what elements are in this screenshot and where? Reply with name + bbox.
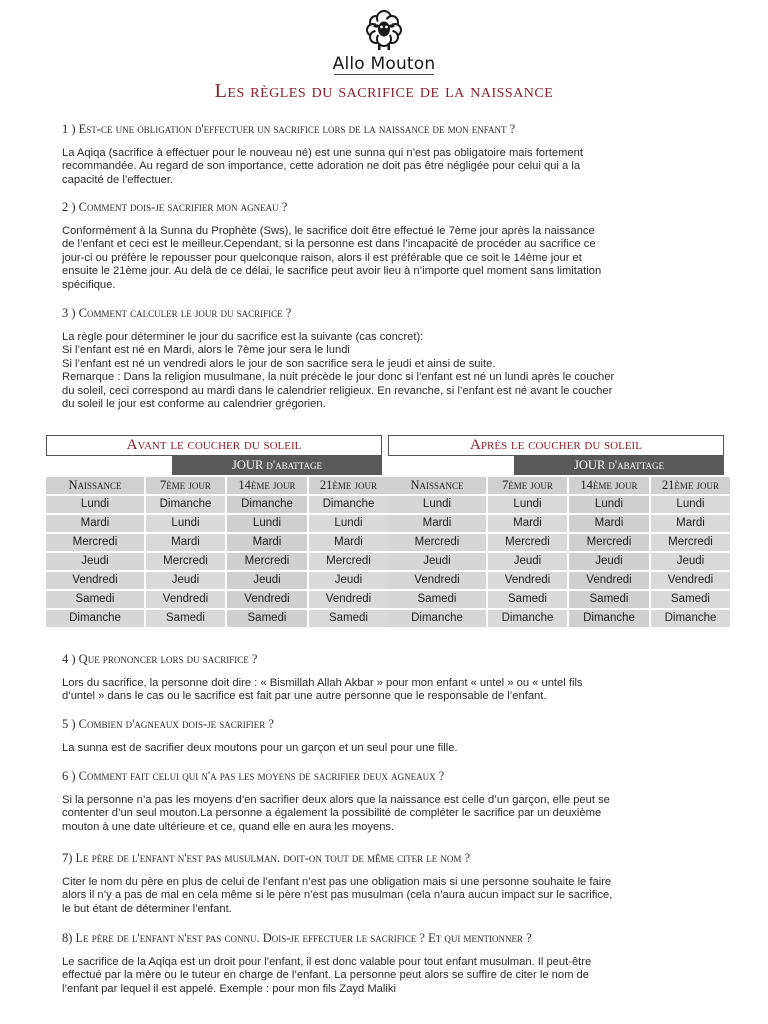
faq-answer: Conformément à la Sunna du Prophète (Sws), le sacrifice doit être effectué le 7ème jour après la naissance de l’enfant et ceci est le meilleur.Cependant, si la personne est dans l’incapacité de procéder au sacrifice ce jour-ci ou préfère le repousser pour quelconque raison, alors il est préférable que ce soit le 14ème jour et ensuite le 21ème jour. Au delà de ce délai, le sacrifice peut avoir lieu à n’importe quel moment sans limitation spécifique. <box>62 225 602 291</box>
faq-answer: La sunna est de sacrifier deux moutons pour un garçon et un seul pour une fille. <box>62 742 458 754</box>
column-header: 21ème jour <box>651 477 730 494</box>
birth-day-cell: Lundi <box>388 496 486 513</box>
page-title: Les règles du sacrifice de la naissance <box>214 80 554 102</box>
brand-name: Allo Mouton <box>332 54 436 74</box>
sacrifice-day-cell: Samedi <box>569 591 649 608</box>
faq-answer: La règle pour déterminer le jour du sacrifice est la suivante (cas concret): Si l’enfant est né en Mardi, alors le 7ème jour sera le lundi Si l’enfant est né un vendredi alors le jour de son sacrifice sera le jeudi et ainsi de suite. Remarque : Dans la religion musulmane, la nuit précède le jour donc si l’enfant est né un lundi après le coucher du soleil, ceci correspond au mardi dans le calendrier religieux. En revanche, si l’enfant est né avant le coucher du soleil le jour est conforme au calendrier grégorien. <box>62 331 615 411</box>
faq-answer: Lors du sacrifice, la personne doit dire : « Bismillah Allah Akbar » pour mon enfant « untel » ou « untel fils d’untel » dans le cas ou le sacrifice est fait par une autre personne que le responsable de l’enfant. <box>62 677 583 703</box>
table-heading: Après le coucher du soleil <box>388 435 724 456</box>
faq-question: 6 ) Comment fait celui qui n'a pas les moyens de sacrifier deux agneaux ? <box>62 769 445 783</box>
column-header: Naissance <box>46 477 144 494</box>
faq-answer: Le sacrifice de la Aqiqa est un droit pour l’enfant, il est donc valable pour tout enfant musulman. Il peut-être effectué par la mère ou le tuteur en charge de l’enfant. La personne peut alors se suffire de citer le nom de l’enfant par lequel il est appelé. Exemple : pour mon fils Zayd Maliki <box>62 956 592 995</box>
sacrifice-day-cell: Samedi <box>146 610 225 627</box>
sacrifice-day-cell: Dimanche <box>146 496 225 513</box>
column-header: 7ème jour <box>488 477 567 494</box>
faq-section-1 <box>62 122 712 187</box>
faq-section-6 <box>62 769 712 834</box>
faq-question: 2 ) Comment dois-je sacrifier mon agneau ? <box>62 200 288 214</box>
sacrifice-day-cell: Samedi <box>309 610 388 627</box>
sacrifice-day-cell: Jeudi <box>651 553 730 570</box>
sacrifice-day-cell: Jeudi <box>227 572 307 589</box>
sacrifice-day-cell: Jeudi <box>309 572 388 589</box>
birth-day-cell: Jeudi <box>46 553 144 570</box>
faq-answer: Si la personne n’a pas les moyens d’en sacrifier deux alors que la naissance est celle d’un garçon, elle peut se contenter d’un seul mouton.La personne a également la possibilité de compléter le sacrifice par un deuxième mouton à une date ultérieure et ce, quand elle en aura les moyens. <box>62 794 610 833</box>
faq-question: 4 ) Que prononcer lors du sacrifice ? <box>62 652 258 666</box>
sacrifice-day-cell: Vendredi <box>227 591 307 608</box>
sacrifice-day-cell: Mercredi <box>488 534 567 551</box>
sacrifice-day-cell: Jeudi <box>488 553 567 570</box>
sacrifice-day-cell: Vendredi <box>569 572 649 589</box>
birth-day-cell: Vendredi <box>388 572 486 589</box>
day-grid <box>388 477 724 627</box>
sacrifice-day-cell: Mardi <box>146 534 225 551</box>
faq-section-4 <box>62 652 712 704</box>
birth-day-cell: Samedi <box>388 591 486 608</box>
faq-question: 7) Le père de l'enfant n'est pas musulman. doit-on tout de même citer le nom ? <box>62 851 471 865</box>
sacrifice-day-cell: Dimanche <box>651 610 730 627</box>
birth-day-cell: Mardi <box>46 515 144 532</box>
sacrifice-day-cell: Dimanche <box>488 610 567 627</box>
sacrifice-day-cell: Samedi <box>651 591 730 608</box>
sacrifice-day-cell: Mardi <box>488 515 567 532</box>
faq-section-5 <box>62 717 712 755</box>
column-header: 7ème jour <box>146 477 225 494</box>
birth-day-cell: Vendredi <box>46 572 144 589</box>
sacrifice-day-cell: Vendredi <box>309 591 388 608</box>
faq-question: 1 ) Est-ce une obligation d'effectuer un sacrifice lors de la naissance de mon enfant ? <box>62 122 516 136</box>
birth-day-cell: Samedi <box>46 591 144 608</box>
column-header: 14ème jour <box>569 477 649 494</box>
faq-section-7 <box>62 851 712 916</box>
birth-day-cell: Jeudi <box>388 553 486 570</box>
sacrifice-day-cell: Jeudi <box>146 572 225 589</box>
sacrifice-day-cell: Dimanche <box>227 496 307 513</box>
column-header: 21ème jour <box>309 477 388 494</box>
day-grid <box>46 477 382 627</box>
sacrifice-day-cell: Dimanche <box>309 496 388 513</box>
sacrifice-day-cell: Mercredi <box>227 553 307 570</box>
faq-question: 5 ) Combien d'agneaux dois-je sacrifier ? <box>62 717 274 731</box>
sacrifice-day-cell: Lundi <box>651 496 730 513</box>
sheep-icon <box>362 8 406 52</box>
sacrifice-day-cell: Mardi <box>309 534 388 551</box>
faq-answer: Citer le nom du père en plus de celui de l’enfant n’est pas une obligation mais si une personne souhaite le faire alors il n’y a pas de mal en cela même si le père n’est pas musulman (cela n’aura aucun impact sur le sacrifice, le but étant de déterminer l’enfant. <box>62 876 613 915</box>
faq-answer: La Aqiqa (sacrifice à effectuer pour le nouveau né) est une sunna qui n’est pas obligatoire mais fortement recommandée. Au regard de son importance, cette adoration ne doit pas être négligée pour celui qui a la capacité de l’effectuer. <box>62 147 583 186</box>
sacrifice-day-cell: Lundi <box>569 496 649 513</box>
sacrifice-day-cell: Mardi <box>227 534 307 551</box>
sacrifice-day-cell: Jeudi <box>569 553 649 570</box>
faq-section-2 <box>62 200 712 292</box>
column-header: 14ème jour <box>227 477 307 494</box>
birth-day-cell: Dimanche <box>46 610 144 627</box>
sacrifice-day-cell: Vendredi <box>488 572 567 589</box>
faq-question: 3 ) Comment calculer le jour du sacrifice ? <box>62 306 292 320</box>
sacrifice-day-cell: Lundi <box>146 515 225 532</box>
birth-day-cell: Mercredi <box>46 534 144 551</box>
sacrifice-day-cell: Mercredi <box>146 553 225 570</box>
sacrifice-day-cell: Mercredi <box>651 534 730 551</box>
sacrifice-day-cell: Mercredi <box>309 553 388 570</box>
sacrifice-day-cell: Samedi <box>227 610 307 627</box>
jour-abattage-label: JOUR d'abattage <box>514 456 724 475</box>
birth-day-cell: Dimanche <box>388 610 486 627</box>
sacrifice-day-cell: Mercredi <box>569 534 649 551</box>
sacrifice-day-cell: Vendredi <box>651 572 730 589</box>
birth-day-cell: Mardi <box>388 515 486 532</box>
sacrifice-day-cell: Mardi <box>651 515 730 532</box>
sacrifice-day-cell: Lundi <box>227 515 307 532</box>
sacrifice-day-cell: Vendredi <box>146 591 225 608</box>
sacrifice-day-cell: Samedi <box>488 591 567 608</box>
birth-day-cell: Mercredi <box>388 534 486 551</box>
faq-question: 8) Le père de l'enfant n'est pas connu. Dois-je effectuer le sacrifice ? Et qui mentionner ? <box>62 931 532 945</box>
column-header: Naissance <box>388 477 486 494</box>
brand-underline <box>334 74 434 75</box>
sacrifice-day-cell: Mardi <box>569 515 649 532</box>
faq-section-3 <box>62 306 712 411</box>
table-after-sunset <box>388 435 724 627</box>
table-heading: Avant le coucher du soleil <box>46 435 382 456</box>
brand-logo <box>0 8 768 75</box>
jour-abattage-label: JOUR d'abattage <box>172 456 382 475</box>
birth-day-cell: Lundi <box>46 496 144 513</box>
sacrifice-day-cell: Lundi <box>488 496 567 513</box>
sacrifice-day-cell: Dimanche <box>569 610 649 627</box>
sacrifice-day-cell: Lundi <box>309 515 388 532</box>
table-before-sunset <box>46 435 382 627</box>
faq-section-8 <box>62 931 712 996</box>
